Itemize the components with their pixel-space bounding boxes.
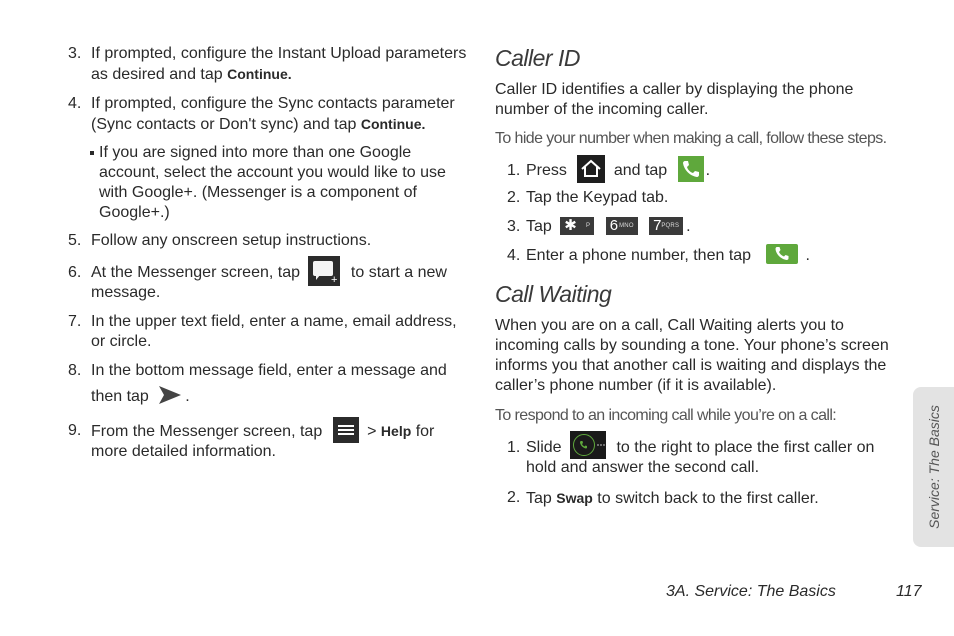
step-number: 1. <box>507 439 521 457</box>
step-8-bottom-field <box>60 361 470 407</box>
step-text: . <box>185 388 190 405</box>
call-waiting-heading: Call Waiting <box>495 281 612 308</box>
step-text: In the bottom message field, enter a message and <box>91 362 447 379</box>
step-number: 2. <box>507 189 521 207</box>
new-message-icon: + <box>308 256 340 286</box>
continue-label: Continue. <box>227 66 292 82</box>
footer-section-title: 3A. Service: The Basics <box>666 583 836 600</box>
caller-id-lead: To hide your number when making a call, follow these steps. <box>495 130 887 147</box>
swap-label: Swap <box>556 490 593 507</box>
step-4-sync-contacts <box>60 94 470 135</box>
page-number: 117 <box>896 583 922 600</box>
slide-answer-icon <box>570 431 606 459</box>
step-text: Slide <box>526 439 562 457</box>
call-button-icon <box>766 244 798 264</box>
step-text: In the upper text field, enter a name, email address, or circle. <box>91 313 457 350</box>
caller-id-step-1 <box>495 161 895 181</box>
caller-id-step-4 <box>495 246 895 266</box>
home-icon <box>577 155 605 183</box>
step-text: At the Messenger screen, tap <box>91 264 300 281</box>
continue-label: Continue. <box>360 116 426 132</box>
step-text: . <box>705 162 711 180</box>
step-text: If prompted, configure the Instant Upload parameters as desired and tap <box>91 45 467 83</box>
send-icon <box>157 385 183 405</box>
bullet-text: If you are signed into more than one Google account, select the account you would like to use with Google+. (Messenger is a component of Google+.) <box>99 144 446 221</box>
caller-id-step-2 <box>495 188 895 208</box>
step-7-upper-field <box>60 312 470 352</box>
bullet-square <box>90 151 94 155</box>
step-text: to start a new message. <box>91 264 447 301</box>
step-text: . <box>686 218 691 236</box>
key-7-icon: 7 PQRS <box>649 217 683 235</box>
step-text: From the Messenger screen, tap <box>91 423 323 440</box>
step-text: then tap <box>91 388 149 405</box>
call-waiting-step-1 <box>495 438 895 478</box>
step-number: 1. <box>507 162 521 179</box>
step-text: Follow any onscreen setup instructions. <box>91 232 372 249</box>
step-text: to switch back to the first caller. <box>592 490 819 508</box>
separator: > <box>367 423 377 440</box>
left-column <box>60 44 470 471</box>
right-column <box>495 44 895 518</box>
step-number: 6. <box>68 264 82 281</box>
step-number: 2. <box>507 489 521 507</box>
step-number: 9. <box>68 422 82 439</box>
step-text: If prompted, configure the Sync contacts parameter (Sync contacts or Don't sync) and tap <box>91 95 455 133</box>
note-multiple-accounts <box>60 143 470 223</box>
step-text: for more detailed information. <box>91 423 435 460</box>
call-waiting-description: When you are on a call, Call Waiting alerts you to incoming calls by sounding a tone. Your phone’s screen informs you that another call is waiting and displays the caller’s phone number (if it is available). <box>495 317 889 395</box>
phone-icon <box>678 156 704 182</box>
side-tab-label: Service: The Basics <box>926 405 942 529</box>
step-3-instant-upload <box>60 44 470 85</box>
step-text: Press <box>526 162 567 180</box>
menu-icon <box>333 417 359 443</box>
step-9-help <box>60 421 470 462</box>
call-waiting-lead: To respond to an incoming call while you’re on a call: <box>495 407 837 425</box>
call-waiting-step-2 <box>495 488 895 509</box>
step-text: Tap <box>526 490 557 508</box>
step-number: 4. <box>68 95 82 112</box>
step-text: to the right to place the first caller on hold and answer the second call. <box>526 439 875 477</box>
step-5-onscreen-setup <box>60 231 470 251</box>
step-text: Enter a phone number, then tap <box>526 247 752 265</box>
caller-id-step-3 <box>495 217 895 237</box>
step-text: and tap <box>613 162 668 180</box>
caller-id-heading: Caller ID <box>495 45 580 71</box>
step-number: 3. <box>68 45 82 62</box>
caller-id-description: Caller ID identifies a caller by displaying the phone number of the incoming caller. <box>495 81 854 118</box>
step-6-new-message <box>60 263 470 303</box>
help-label: Help <box>380 423 412 439</box>
step-text: . <box>805 247 810 265</box>
key-6-icon: 6 MNO <box>606 217 638 235</box>
step-number: 3. <box>507 218 521 236</box>
step-number: 8. <box>68 362 82 379</box>
step-text: Tap <box>526 218 552 236</box>
step-text: Tap the Keypad tab. <box>526 189 669 207</box>
step-number: 4. <box>507 247 521 265</box>
step-number: 7. <box>68 313 82 330</box>
step-number: 5. <box>68 232 82 249</box>
key-star-icon: ✱ P <box>560 217 594 235</box>
